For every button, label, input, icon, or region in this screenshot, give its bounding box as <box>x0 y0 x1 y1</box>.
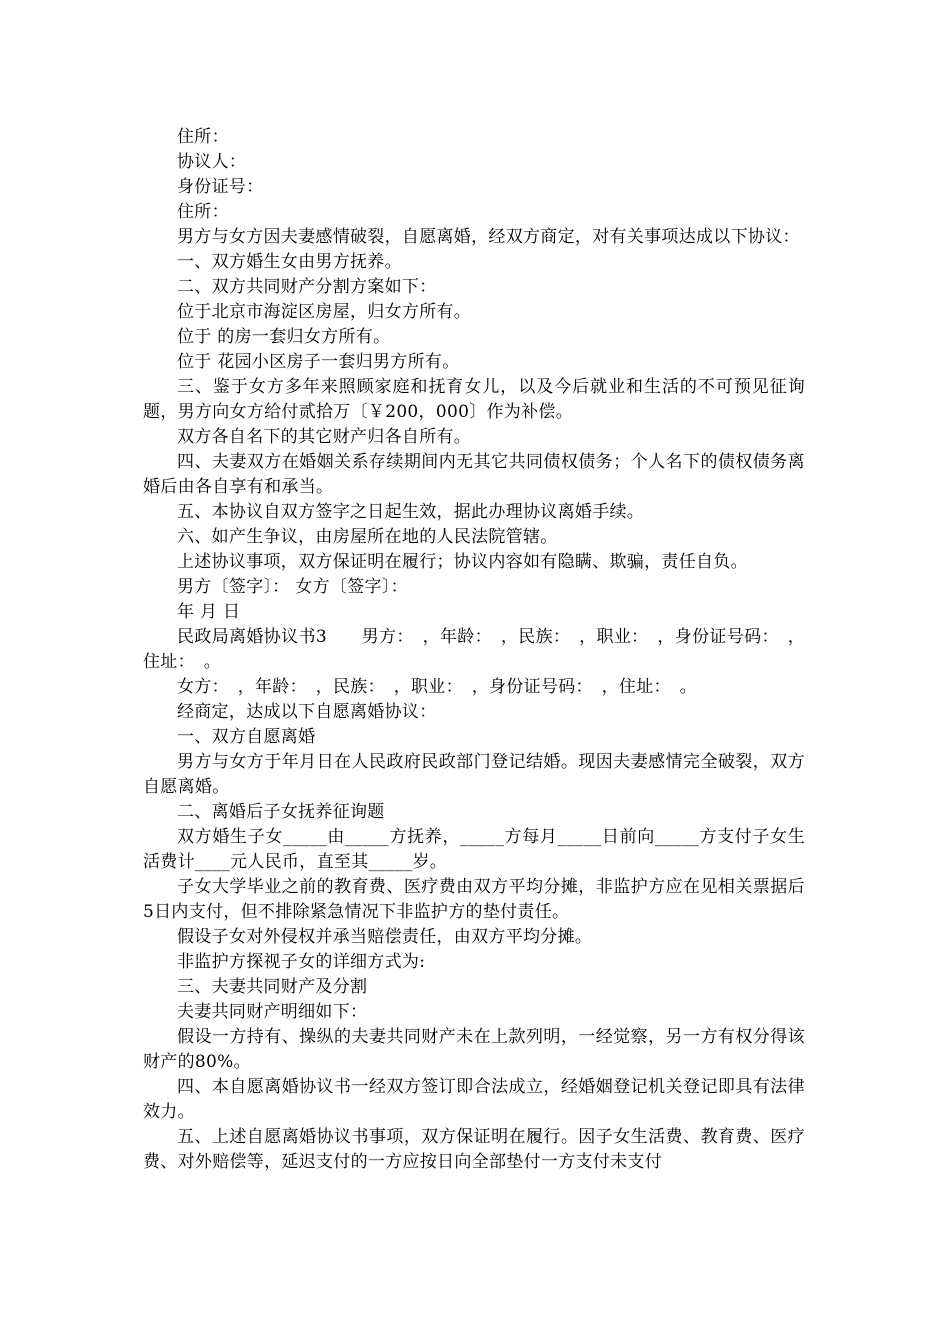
address-line: 住所： <box>177 202 229 222</box>
section-heading: 三、夫妻共同财产及分割 <box>177 977 368 997</box>
clause-property-heading: 二、双方共同财产分割方案如下： <box>177 277 437 297</box>
clause-compensation: 三、鉴于女方多年来照顾家庭和抚育女儿，以及今后就业和生活的不可预见征询题，男方向女方给付贰拾万〔￥200，000〕作为补偿。 <box>143 377 805 422</box>
visitation-terms: 非监护方探视子女的详细方式为: <box>177 952 426 972</box>
female-party-info: 女方： ，年龄： ，民族： ，职业： ，身份证号码： ，住址： 。 <box>177 677 697 697</box>
clause-dispute: 六、如产生争议，由房屋所在地的人民法院管辖。 <box>177 527 558 547</box>
party-line: 协议人： <box>177 152 247 172</box>
clause-debts: 四、夫妻双方在婚姻关系存续期间内无其它共同债权债务；个人名下的债权债务离婚后由各自享有和承当。 <box>143 452 805 497</box>
address-line: 住所： <box>177 127 229 147</box>
clause-effective: 五、本协议自双方签字之日起生效，据此办理协议离婚手续。 <box>177 502 645 522</box>
property-item: 位于 的房一套归女方所有。 <box>177 327 391 347</box>
id-number-line: 身份证号： <box>177 177 264 197</box>
clause-legal-effect: 四、本自愿离婚协议书一经双方签订即合法成立，经婚姻登记机关登记即具有法律效力。 <box>143 1077 805 1122</box>
document-body <box>143 125 805 1175</box>
property-item: 位于 花园小区房子一套归男方所有。 <box>177 352 460 372</box>
section-heading: 二、离婚后子女抚养征询题 <box>177 802 385 822</box>
property-item: 位于北京市海淀区房屋，归女方所有。 <box>177 302 472 322</box>
agreement-intro-2: 经商定，达成以下自愿离婚协议： <box>177 702 437 722</box>
guarantee-statement: 上述协议事项，双方保证明在履行；协议内容如有隐瞒、欺骗，责任自负。 <box>177 552 748 572</box>
signature-line: 男方〔签字〕： 女方〔签字〕： <box>177 577 408 597</box>
clause-custody: 一、双方婚生女由男方抚养。 <box>177 252 402 272</box>
joint-property-list: 夫妻共同财产明细如下： <box>177 1002 368 1022</box>
tort-liability: 假设子女对外侵权并承当赔偿责任，由双方平均分摊。 <box>177 927 593 947</box>
child-support-terms: 双方婚生子女_____由_____方抚养，_____方每月_____日前向_____方支付子女生活费计____元人民币，直至其_____岁。 <box>143 827 805 872</box>
second-agreement-header: 民政局离婚协议书3 男方： ，年龄： ，民族： ，职业： ，身份证号码： ，住址： 。 <box>143 627 805 672</box>
agreement-intro: 男方与女方因夫妻感情破裂，自愿离婚，经双方商定，对有关事项达成以下协议： <box>177 227 800 247</box>
education-costs: 子女大学毕业之前的教育费、医疗费由双方平均分摊，非监护方应在见相关票据后5日内支付，但不排除紧急情况下非监护方的垫付责任。 <box>143 877 805 922</box>
other-property: 双方各自名下的其它财产归各自所有。 <box>177 427 472 447</box>
section-heading: 一、双方自愿离婚 <box>177 727 316 747</box>
marriage-registration: 男方与女方于年月日在人民政府民政部门登记结婚。现因夫妻感情完全破裂，双方自愿离婚。 <box>143 752 805 797</box>
clause-late-payment: 五、上述自愿离婚协议书事项，双方保证明在履行。因子女生活费、教育费、医疗费、对外赔偿等，延迟支付的一方应按日向全部垫付一方支付未支付 <box>143 1127 805 1172</box>
undisclosed-property: 假设一方持有、操纵的夫妻共同财产未在上款列明，一经觉察，另一方有权分得该财产的80%。 <box>143 1027 805 1072</box>
date-line: 年 月 日 <box>177 602 241 622</box>
